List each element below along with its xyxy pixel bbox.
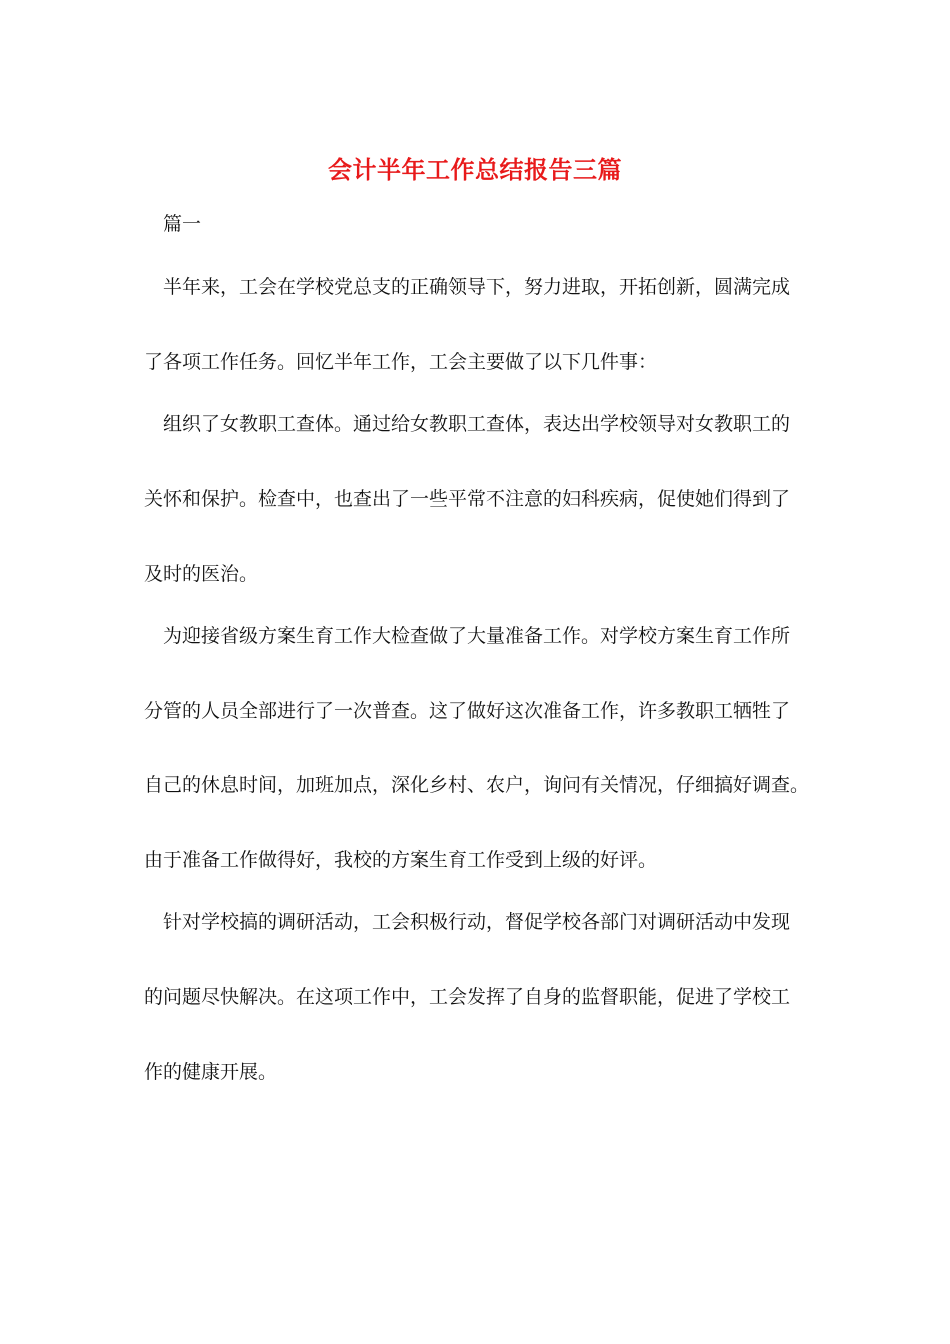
document-title: 会计半年工作总结报告三篇 [328,155,622,184]
paragraph-line: 自己的休息时间，加班加点，深化乡村、农户，询问有关情况，仔细搞好调查。 [144,774,810,796]
paragraph-line: 及时的医治。 [144,563,259,585]
paragraph-line: 组织了女教职工查体。通过给女教职工查体，表达出学校领导对女教职工的 [163,413,791,435]
paragraph-line: 作的健康开展。 [144,1061,278,1083]
section-heading: 篇一 [163,213,202,235]
paragraph-line: 由于准备工作做得好，我校的方案生育工作受到上级的好评。 [144,849,658,871]
paragraph-line: 针对学校搞的调研活动，工会积极行动，督促学校各部门对调研活动中发现 [163,911,791,933]
paragraph-line: 为迎接省级方案生育工作大检查做了大量准备工作。对学校方案生育工作所 [163,625,791,647]
paragraph-line: 半年来，工会在学校党总支的正确领导下，努力进取，开拓创新，圆满完成 [163,276,791,298]
paragraph-line: 关怀和保护。检查中，也查出了一些平常不注意的妇科疾病，促使她们得到了 [144,488,791,510]
paragraph-line: 的问题尽快解决。在这项工作中，工会发挥了自身的监督职能，促进了学校工 [144,986,791,1008]
paragraph-line: 分管的人员全部进行了一次普查。这了做好这次准备工作，许多教职工牺牲了 [144,700,791,722]
paragraph-line: 了各项工作任务。回忆半年工作，工会主要做了以下几件事： [144,351,658,373]
